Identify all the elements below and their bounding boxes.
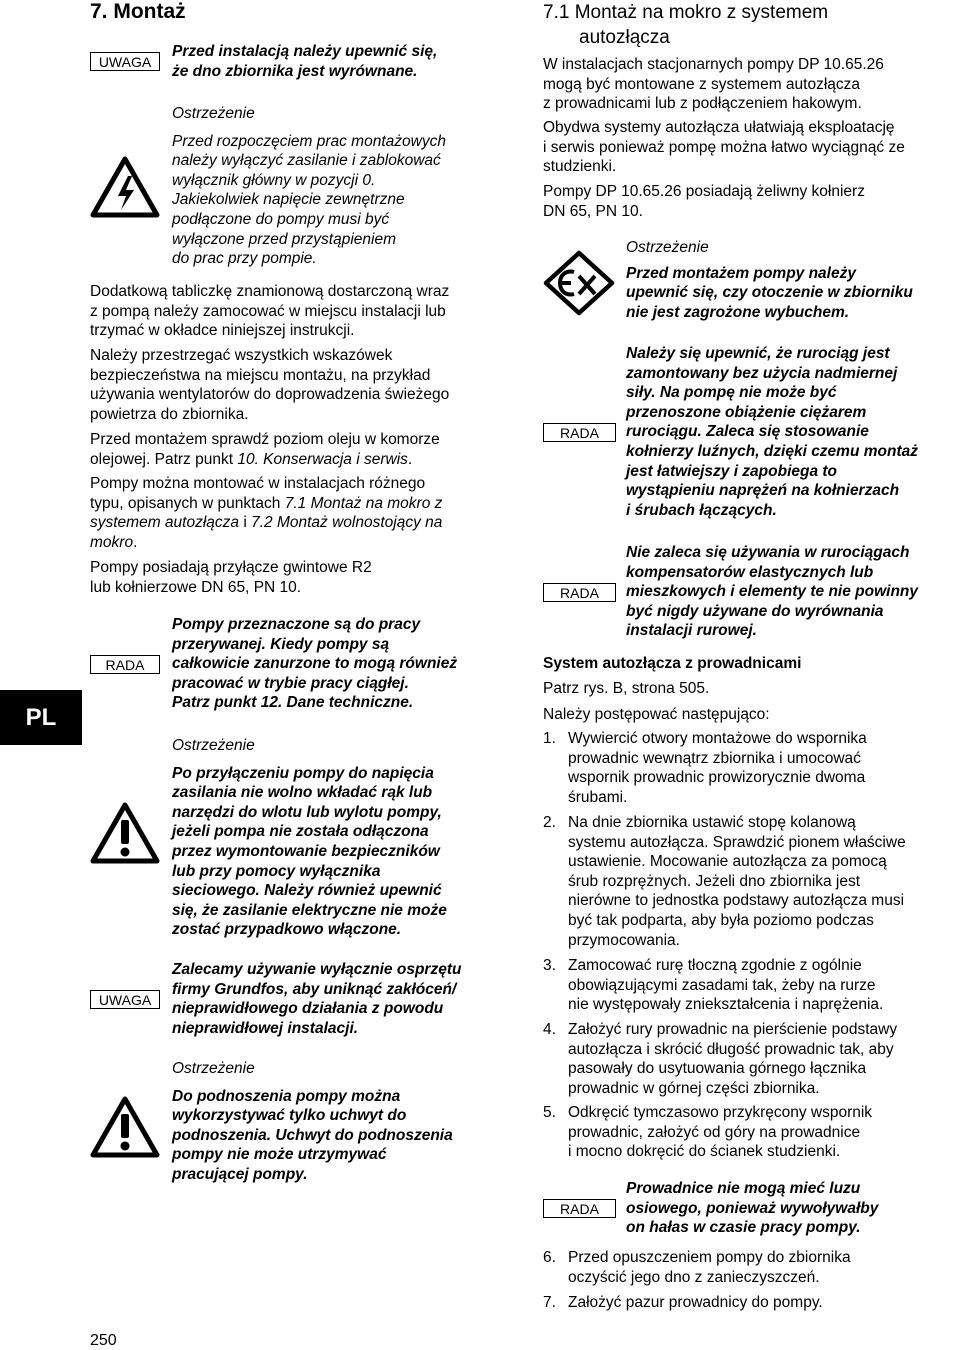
- warning-line: należy wyłączyć zasilanie i zablokować: [172, 152, 441, 170]
- title-line: autozłącza: [579, 27, 670, 48]
- note-line: przerywanej. Kiedy pompy są: [172, 635, 390, 653]
- step-text: [568, 1248, 960, 1287]
- section-reference: systemem autozłącza: [90, 514, 240, 532]
- note-line: Należy się upewnić, że rurociąg jest: [626, 345, 890, 362]
- step-line: śrub rozprężnych. Jeżeli dno zbiornika jest: [568, 872, 861, 890]
- note-line: jest łatwiejszy i zapobiega to: [626, 462, 838, 480]
- warning-line: wyłącznik główny w pozycji 0.: [172, 171, 376, 189]
- step-line: i mocno dokręcić do ścianek studzienki.: [568, 1143, 841, 1161]
- step-line: ustawienie. Mocowanie autozłącza za pomocą: [568, 853, 887, 871]
- note-line: i śrubach łączących.: [626, 501, 777, 519]
- note-line: zamontowany bez użycia nadmiernej: [626, 364, 898, 382]
- note-line: być nigdy używane do wyrównania: [626, 602, 884, 620]
- rada-badge: RADA: [543, 1199, 616, 1218]
- note-line: rurociągu. Zaleca się stosowanie: [626, 423, 869, 441]
- text-line: bezpieczeństwa na miejscu montażu, na przykład: [90, 366, 431, 384]
- warning-line: pompy nie może utrzymywać: [172, 1146, 387, 1164]
- text-line: mogą być montowane z systemem autozłącza: [543, 75, 861, 93]
- text-line: lub kołnierzowe DN 65, PN 10.: [90, 578, 302, 596]
- warning-ex-block: [626, 238, 960, 322]
- warning-line: Po przyłączeniu pompy do napięcia: [172, 764, 434, 782]
- step-line: przymocowania.: [568, 931, 680, 949]
- warning-line: upewnić się, czy otoczenie w zbiorniku: [626, 284, 913, 302]
- warning-line: się, że zasilanie elektryczne nie może: [172, 901, 447, 919]
- rada-note-guide-rails: [626, 1179, 960, 1238]
- paragraph-stationary: [543, 55, 960, 114]
- step-line: prowadnic wewnątrz zbiornika i umocować: [568, 749, 861, 767]
- step-number: 4.: [543, 1021, 556, 1038]
- warning-label: Ostrzeżenie: [172, 1060, 255, 1077]
- step-line: Zamocować rurę tłoczną zgodnie z ogólnie: [568, 957, 862, 974]
- step-line: śrubami.: [568, 788, 628, 806]
- step-line: być tak podparta, aby była poziomo podczas: [568, 911, 874, 929]
- text-span: i: [239, 514, 252, 532]
- text-line: [90, 513, 515, 533]
- text-line: Pompy posiadają przyłącze gwintowe R2: [90, 559, 372, 576]
- warning-line: pracującej pompy.: [172, 1165, 308, 1183]
- step-number: 6.: [543, 1249, 556, 1266]
- note-line: przenoszone obiążenie ciężarem: [626, 403, 867, 421]
- uwaga-note-2: [172, 960, 512, 1038]
- paragraph-safety: [90, 346, 515, 424]
- warning-line: Przed montażem pompy należy: [626, 264, 856, 282]
- text-line: i serwis ponieważ pompę można łatwo wyciągnąć ze: [543, 138, 905, 156]
- text-line: [90, 450, 515, 470]
- step-number: 2.: [543, 814, 556, 831]
- rada-note-1: [172, 615, 512, 713]
- step-text: [568, 813, 960, 950]
- warning-label: Ostrzeżenie: [626, 239, 709, 256]
- explosion-hazard-icon: [543, 250, 615, 316]
- text-line: Pompy DP 10.65.26 posiadają żeliwny kołnierz: [543, 183, 865, 200]
- step-line: systemu autozłącza. Sprawdzić pionem właściwe: [568, 833, 906, 851]
- warning-block-1: [172, 104, 512, 269]
- warning-line: Przed rozpoczęciem prac montażowych: [172, 132, 446, 150]
- section-reference: mokro: [90, 533, 134, 551]
- note-line: Nie zaleca się używania w rurociągach: [626, 544, 910, 561]
- section-reference: 10. Konserwacja i serwis: [237, 450, 408, 468]
- note-line: Patrz punkt 12. Dane techniczne.: [172, 694, 414, 712]
- paragraph-installation-types: [90, 474, 515, 552]
- warning-line: podłączone do pompy musi być: [172, 210, 390, 228]
- paragraph-flange: [543, 182, 960, 221]
- text-line: Dodatkową tabliczkę znamionową dostarczoną wraz: [90, 283, 450, 300]
- step-number: 7.: [543, 1294, 556, 1311]
- warning-block-3: [172, 1059, 512, 1185]
- section-title: 7. Montaż: [90, 0, 186, 23]
- step-number: 1.: [543, 730, 556, 747]
- step-line: Założyć pazur prowadnicy do pompy.: [568, 1294, 823, 1311]
- text-line: Pompy można montować w instalacjach różnego: [90, 475, 426, 492]
- warning-label: Ostrzeżenie: [172, 737, 255, 754]
- note-line: Pompy przeznaczone są do pracy: [172, 616, 421, 633]
- uwaga-badge: UWAGA: [90, 990, 160, 1009]
- step-line: nie występowały zniekształcenia i naprężenia.: [568, 996, 884, 1014]
- warning-line: Do podnoszenia pompy można: [172, 1087, 401, 1105]
- step-line: Na dnie zbiornika ustawić stopę kolanową: [568, 814, 856, 831]
- step-line: obowiązującymi zasadami tak, żeby na rurze: [568, 976, 876, 994]
- step-line: prowadnic w górnej części zbiornika.: [568, 1079, 820, 1097]
- text-line: studzienki.: [543, 158, 617, 176]
- rada-badge: RADA: [543, 423, 616, 442]
- text-span: .: [407, 450, 413, 468]
- text-line: Obydwa systemy autozłącza ułatwiają eksploatację: [543, 119, 895, 136]
- text-line: trzymać w okładce niniejszej instrukcji.: [90, 322, 355, 340]
- warning-label: Ostrzeżenie: [172, 105, 255, 122]
- rada-badge: RADA: [90, 655, 160, 674]
- figure-reference: Patrz rys. B, strona 505.: [543, 680, 710, 697]
- text-line: DN 65, PN 10.: [543, 202, 643, 220]
- uwaga-badge: UWAGA: [90, 52, 160, 71]
- note-line: mieszkowych i elementy te nie powinny: [626, 583, 919, 601]
- note-line: całkowicie zanurzone to mogą również: [172, 655, 458, 673]
- warning-line: lub przy pomocy wyłącznika: [172, 862, 381, 880]
- step-line: Wywiercić otwory montażowe do wspornika: [568, 730, 867, 747]
- warning-line: Jakiekolwiek napięcie zewnętrzne: [172, 191, 405, 209]
- note-line: Przed instalacją należy upewnić się,: [172, 43, 438, 60]
- note-line: osiowego, ponieważ wywoływałby: [626, 1199, 879, 1217]
- text-span: olejowej. Patrz punkt: [90, 450, 238, 468]
- note-line: Prowadnice nie mogą mieć luzu: [626, 1180, 861, 1197]
- general-warning-icon: [90, 802, 160, 864]
- text-line: Przed montażem sprawdź poziom oleju w komorze: [90, 431, 440, 448]
- text-line: W instalacjach stacjonarnych pompy DP 10.65.26: [543, 56, 884, 73]
- subheading-guide-rails: System autozłącza z prowadnicami: [543, 655, 802, 672]
- text-line: powietrza do zbiornika.: [90, 405, 249, 423]
- text-line: [90, 533, 515, 553]
- step-line: pasowały do usytuowania górnego łącznika: [568, 1060, 867, 1078]
- electric-warning-icon: [90, 156, 160, 218]
- warning-line: podnoszenia. Uchwyt do podnoszenia: [172, 1126, 453, 1144]
- step-number: 3.: [543, 957, 556, 974]
- text-span: typu, opisanych w punktach: [90, 494, 285, 512]
- note-line: nieprawidłowego działania z powodu: [172, 1000, 444, 1018]
- note-line: wystąpieniu naprężeń na kołnierzach: [626, 482, 900, 500]
- note-line: nieprawidłowej instalacji.: [172, 1019, 359, 1037]
- uwaga-note-1: [172, 42, 512, 81]
- step-text: [568, 1020, 960, 1098]
- page-number: 250: [90, 1332, 117, 1349]
- text-line: Należy przestrzegać wszystkich wskazówek: [90, 347, 393, 364]
- note-line: instalacji rurowej.: [626, 622, 757, 640]
- step-line: Przed opuszczeniem pompy do zbiornika: [568, 1249, 851, 1266]
- rada-note-pipes: [626, 344, 960, 520]
- step-text: [568, 729, 960, 807]
- step-text: [568, 956, 960, 1015]
- warning-line: wyłączone przed przystąpieniem: [172, 230, 396, 248]
- note-line: siły. Na pompę nie może być: [626, 384, 837, 402]
- step-text: [568, 1103, 960, 1162]
- text-span: .: [133, 533, 138, 551]
- note-line: kołnierzy luźnych, dzięki czemu montaż: [626, 442, 918, 460]
- rada-badge: RADA: [543, 583, 616, 602]
- paragraph-nameplate: [90, 282, 515, 341]
- paragraph-oil: [90, 430, 515, 469]
- step-line: oczyścić jego dno z zanieczyszczeń.: [568, 1268, 820, 1286]
- warning-line: do prac przy pompie.: [172, 250, 317, 268]
- step-text: [568, 1293, 960, 1313]
- step-line: Odkręcić tymczasowo przykręcony wspornik: [568, 1104, 873, 1121]
- text-line: używania wentylatorów do doprowadzenia świeżego: [90, 386, 450, 404]
- warning-line: przez wymontowanie bezpieczników: [172, 842, 440, 860]
- text-line: [90, 494, 515, 514]
- procedure-intro: Należy postępować następująco:: [543, 706, 770, 723]
- note-line: pracować w trybie pracy ciągłej.: [172, 674, 409, 692]
- step-number: 5.: [543, 1104, 556, 1121]
- warning-line: wykorzystywać tylko uchwyt do: [172, 1107, 407, 1125]
- step-line: autozłącza i skrócić długość prowadnic tak, aby: [568, 1040, 894, 1058]
- warning-line: zostać przypadkowo włączone.: [172, 921, 402, 939]
- step-line: Założyć rury prowadnic na pierścienie podstawy: [568, 1021, 898, 1038]
- language-tab: PL: [0, 690, 82, 745]
- note-line: on hałas w czasie pracy pompy.: [626, 1219, 861, 1237]
- subsection-title: [543, 0, 960, 50]
- step-line: nierówne to jednostka podstawy autozłącza musi: [568, 892, 905, 910]
- warning-line: sieciowego. Należy również upewnić: [172, 882, 442, 900]
- paragraph-connections: [90, 558, 515, 597]
- title-line: 7.1 Montaż na mokro z systemem: [543, 2, 829, 23]
- warning-block-2: [172, 736, 512, 940]
- general-warning-icon: [90, 1096, 160, 1158]
- rada-note-compensators: [626, 543, 960, 641]
- warning-line: narzędzi do wlotu lub wylotu pompy,: [172, 803, 442, 821]
- note-line: Zalecamy używanie wyłącznie osprzętu: [172, 961, 462, 978]
- section-reference: 7.1 Montaż na mokro z: [284, 494, 443, 512]
- step-line: wspornik prowadnic prowizorycznie dwoma: [568, 769, 866, 787]
- section-reference: 7.2 Montaż wolnostojący na: [251, 514, 443, 532]
- text-line: z pompą należy zamocować w miejscu instalacji lub: [90, 302, 446, 320]
- text-line: z prowadnicami lub z podłączeniem hakowym.: [543, 95, 862, 113]
- warning-line: nie jest zagrożone wybuchem.: [626, 303, 850, 321]
- note-line: kompensatorów elastycznych lub: [626, 563, 874, 581]
- warning-line: jeżeli pompa nie została odłączona: [172, 823, 429, 841]
- note-line: że dno zbiornika jest wyrównane.: [172, 62, 418, 80]
- note-line: firmy Grundfos, aby uniknąć zakłóceń/: [172, 980, 457, 998]
- paragraph-autocoupling: [543, 118, 960, 177]
- step-line: prowadnic, założyć od góry na prowadnice: [568, 1123, 861, 1141]
- warning-line: zasilania nie wolno wkładać rąk lub: [172, 784, 433, 802]
